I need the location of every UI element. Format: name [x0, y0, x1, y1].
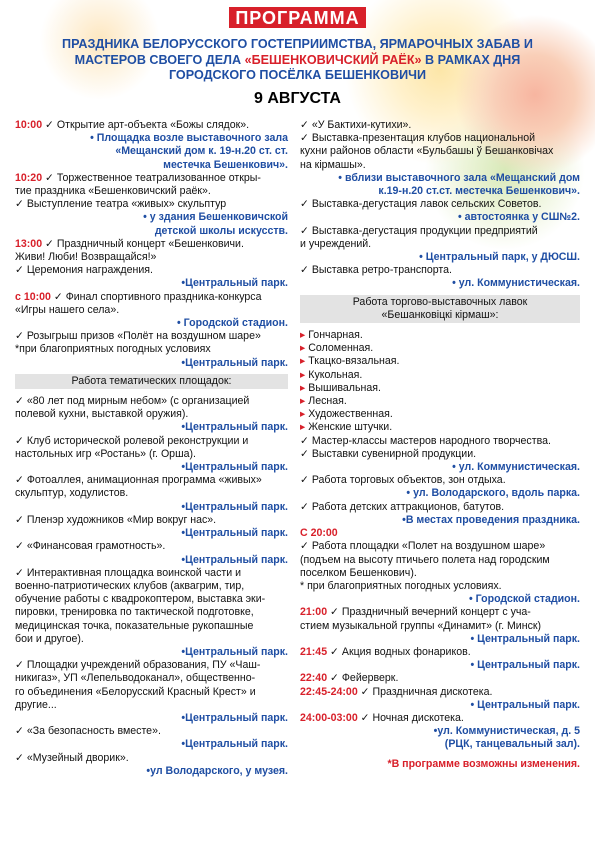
item-text: полевой кухни, выставкой оружия). [15, 408, 189, 421]
item-text: бои и другое). [15, 632, 84, 645]
item-text: и учреждений. [300, 237, 372, 250]
location: • ул. Коммунистическая. [452, 277, 580, 290]
program-item [300, 712, 580, 725]
item-text: ✓ Праздничный концерт «Бешенковичи. [42, 237, 244, 250]
time-label: 24:00-03:00 [300, 711, 358, 724]
item-text: настольных игр «Ростань» (г. Орша). [15, 447, 196, 460]
triangle-bullet-icon: ▸ [300, 342, 306, 355]
booth-item [300, 342, 580, 355]
section-header: Работа тематических площадок: [15, 374, 288, 389]
time-label: 22:45-24:00 [300, 685, 358, 698]
location: •Центральный парк. [181, 277, 288, 290]
location: •Центральный парк. [181, 500, 288, 513]
item-text: ✓ «Финансовая грамотность». [15, 540, 166, 553]
item-text: ✓ «За безопасность вместе». [15, 725, 161, 738]
triangle-bullet-icon: ▸ [300, 329, 306, 342]
item-text: «Игры нашего села». [15, 303, 120, 316]
item-text: ✓ Акция водных фонариков. [327, 645, 471, 658]
item-text: ✓ Финал спортивного праздника-конкурса [50, 290, 262, 303]
program-right-column [300, 119, 580, 771]
item-text: ✓ «80 лет под мирным небом» (с организацией [15, 395, 250, 408]
location: •Центральный парк. [181, 711, 288, 724]
section-header-line: Работа торгово-выставочных лавок [352, 295, 528, 308]
booth-item [300, 382, 580, 395]
booth-label: Вышивальная. [308, 381, 381, 394]
location: к.19-н.20 ст.ст. местечка Бешенкович». [378, 185, 580, 198]
location: • автостоянка у СШ№2. [457, 211, 580, 224]
booth-label: Ткацко-вязальная. [308, 355, 400, 368]
booth-label: Гончарная. [308, 329, 363, 342]
location: • ул. Коммунистическая. [452, 461, 580, 474]
time-label: 21:45 [300, 645, 328, 658]
event-name: «БЕШЕНКОВИЧСКИЙ РАЁК» [244, 52, 422, 67]
location: • Городской стадион. [469, 593, 580, 606]
item-text: * при благоприятных погодных условиях. [300, 579, 502, 592]
item-text: ✓ Выставка-дегустация продукции предприятий [300, 224, 538, 237]
item-text: ✓ Выступление театра «живых» скульптур [15, 198, 227, 211]
triangle-bullet-icon: ▸ [300, 395, 306, 408]
subtitle-line: ПРАЗДНИКА БЕЛОРУССКОГО ГОСТЕПРИИМСТВА, ЯРМАРОЧНЫХ ЗАБАВ И [62, 37, 533, 51]
subtitle-part: МАСТЕРОВ СВОЕГО ДЕЛА [74, 52, 245, 67]
program-item [15, 291, 288, 304]
location: детской школы искусств. [154, 224, 288, 237]
item-text: стием музыкальной группы «Динамит» (г. Минск) [300, 619, 542, 632]
location: •ул Володарского, у музея. [146, 764, 288, 777]
location: • ул. Володарского, вдоль парка. [406, 487, 580, 500]
event-date: 9 АВГУСТА [254, 90, 341, 107]
booth-item [300, 408, 580, 421]
triangle-bullet-icon: ▸ [300, 368, 306, 381]
item-text: кухни районов области «Бульбашы ў Бешанковічах [300, 145, 554, 158]
location: •Центральный парк. [181, 461, 288, 474]
program-item [300, 646, 580, 659]
booth-item [300, 421, 580, 434]
item-text: скульптур, ходулистов. [15, 487, 129, 500]
booth-label: Художественная. [308, 408, 393, 421]
item-text: ✓ Работа торговых объектов, зон отдыха. [300, 474, 506, 487]
item-text: ✓ Пленэр художников «Мир вокруг нас». [15, 513, 217, 526]
item-text: ✓ Розыгрыш призов «Полёт на воздушном шаре» [15, 330, 261, 343]
item-text: ✓ Ночная дискотека. [357, 711, 464, 724]
item-text: пировки, тренировка по тактической подготовке, [15, 606, 254, 619]
time-label: 13:00 [15, 237, 43, 250]
item-text: медицинская точка, показательные рукопашные [15, 619, 254, 632]
section-header-line: «Бешанковіцкі кірмаш»: [381, 308, 499, 321]
item-text: ✓ Мастер-классы мастеров народного творчества. [300, 434, 551, 447]
item-text: тие праздника «Бешенковичский раёк». [15, 185, 211, 198]
item-text: военно-патриотических клубов (аквагрим, тир, [15, 579, 245, 592]
item-text: ✓ Клуб исторической ролевой реконструкции и [15, 434, 249, 447]
title-bar [0, 7, 595, 29]
event-subtitle [20, 37, 575, 84]
triangle-bullet-icon: ▸ [300, 381, 306, 394]
location: •Центральный парк. [181, 356, 288, 369]
location: • Центральный парк, у ДЮСШ. [419, 251, 580, 264]
program-item [300, 606, 580, 619]
time-label: 10:20 [15, 171, 43, 184]
item-text: ✓ Выставка-дегустация лавок сельских Советов. [300, 198, 542, 211]
location: •Центральный парк. [181, 645, 288, 658]
item-text: ✓ Работа площадки «Полет на воздушном шаре» [300, 540, 546, 553]
item-text: ✓ Выставка-презентация клубов национальной [300, 132, 535, 145]
section-header [300, 295, 580, 323]
item-text: ✓ Площадки учреждений образования, ПУ «Чаш- [15, 659, 261, 672]
program-item [15, 238, 288, 251]
triangle-bullet-icon: ▸ [300, 408, 306, 421]
item-text: ✓ Выставка ретро-транспорта. [300, 264, 452, 277]
booth-item [300, 395, 580, 408]
item-text: го объединения «Белорусский Красный Крест» и [15, 685, 256, 698]
item-text: ✓ Праздничная дискотека. [357, 685, 493, 698]
item-text: ✓ Фотоаллея, анимационная программа «живых» [15, 474, 262, 487]
item-text: обучение работы с квадрокоптером, выставка эки- [15, 593, 266, 606]
changes-note: *В программе возможны изменения. [387, 757, 580, 770]
location: «Мещанский дом к. 19-н.20 ст. ст. [115, 145, 288, 158]
time-label: 21:00 [300, 606, 328, 619]
item-text: ✓ «Музейный дворик». [15, 751, 129, 764]
location: •Центральный парк. [181, 527, 288, 540]
booth-label: Лесная. [308, 395, 347, 408]
location: • Центральный парк. [470, 659, 580, 672]
item-text: ✓ Праздничный вечерний концерт с уча- [327, 606, 531, 619]
item-text: (подъем на высоту птичьего полета над городским [300, 553, 550, 566]
item-text: ✓ «У Бактихи-кутихи». [300, 119, 412, 131]
item-text: поселком Бешенкович). [300, 566, 417, 579]
location: • Площадка возле выставочного зала [90, 132, 288, 145]
time-label: 10:00 [15, 119, 43, 131]
program-item [300, 686, 580, 699]
location: местечка Бешенкович». [163, 158, 288, 171]
location: •Центральный парк. [181, 738, 288, 751]
program-item [15, 172, 288, 185]
subtitle-line: ГОРОДСКОГО ПОСЁЛКА БЕШЕНКОВИЧИ [168, 68, 427, 82]
item-text: ✓ Интерактивная площадка воинской части и [15, 566, 241, 579]
location: • Центральный парк. [470, 698, 580, 711]
time-label: с 10:00 [15, 290, 51, 303]
time-label: С 20:00 [300, 527, 338, 540]
booth-label: Соломенная. [308, 342, 374, 355]
triangle-bullet-icon: ▸ [300, 421, 306, 434]
item-text: ✓ Выставки сувенирной продукции. [300, 447, 477, 460]
location: • вблизи выставочного зала «Мещанский дом [338, 171, 580, 184]
item-text: ✓ Торжественное театрализованное откры- [42, 171, 261, 184]
program-item [300, 672, 580, 685]
booth-label: Женские штучки. [308, 421, 393, 434]
item-text: ✓ Работа детских аттракционов, батутов. [300, 500, 505, 513]
location: • у здания Бешенковичской [143, 211, 288, 224]
page-title: ПРОГРАММА [229, 7, 365, 28]
location: •В местах проведения праздника. [402, 513, 580, 526]
booth-label: Кукольная. [308, 368, 363, 381]
triangle-bullet-icon: ▸ [300, 355, 306, 368]
location: •ул. Коммунистическая, д. 5 [433, 725, 580, 738]
location: •Центральный парк. [181, 421, 288, 434]
item-text: ✓ Открытие арт-объекта «Божы слядок». [42, 119, 250, 131]
time-label: 22:40 [300, 672, 328, 685]
item-text: на кірмашы». [300, 158, 366, 171]
location: • Центральный парк. [470, 632, 580, 645]
subtitle-part: В РАМКАХ ДНЯ [421, 52, 521, 67]
item-text: Живи! Люби! Возвращайся!» [15, 251, 157, 264]
location: • Городской стадион. [177, 317, 288, 330]
location: •Центральный парк. [181, 553, 288, 566]
location: (РЦК, танцевальный зал). [444, 738, 580, 751]
item-text: никигаз», УП «Лепельводоканал», общественно- [15, 672, 256, 685]
item-text: *при благоприятных погодных условиях [15, 343, 211, 356]
booth-item [300, 355, 580, 368]
item-text: ✓ Фейерверк. [327, 672, 399, 685]
item-text: другие... [15, 698, 57, 711]
booth-item [300, 329, 580, 342]
program-left-column [15, 119, 288, 778]
program-item [15, 119, 288, 132]
subtitle-line [20, 53, 575, 69]
item-text: ✓ Церемония награждения. [15, 264, 153, 277]
booth-item [300, 369, 580, 382]
